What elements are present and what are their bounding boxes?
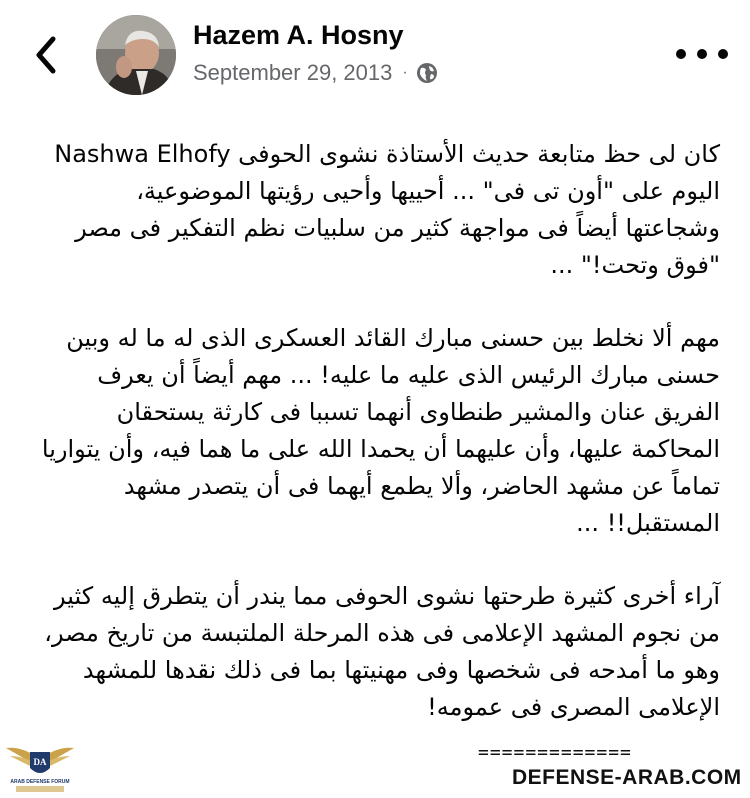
svg-text:ARAB DEFENSE FORUM: ARAB DEFENSE FORUM [10, 779, 70, 785]
post-paragraph: مهم ألا نخلط بين حسنى مبارك القائد العسكرى الذى له ما له وبين حسنى مبارك الرئيس الذى عليه ما عليه! ... مهم أيضاً أن يعرف الفريق عنان والمشير طنطاوى أنهما تسببا فى كارثة يستحقان المحاكمة عليها، وأن عليهما أن يحمدا الله على ما هما فيه، وأن يتواريا تماماً عن مشهد الحاضر، وألا يطمع أيهما فى أن يتصدر مشهد المستقبل!! ... [41, 324, 720, 537]
post-text [40, 136, 720, 762]
more-horizontal-icon [676, 49, 686, 59]
more-options-button[interactable] [676, 40, 728, 68]
meta-separator: · [402, 64, 408, 81]
post-paragraph: كان لى حظ متابعة حديث الأستاذة نشوى الحوفى Nashwa Elhofy اليوم على "أون تى فى" ... أحييها وأحيى رؤيتها الموضوعية، وشجاعتها أيضاً فى مواجهة كثير من سلبيات نظم التفكير فى مصر "فوق وتحت!" ... [54, 140, 720, 279]
post-meta [193, 58, 438, 88]
defense-forum-logo [4, 738, 76, 796]
watermark-divider: ============= [478, 742, 632, 763]
back-button[interactable] [24, 30, 68, 80]
avatar[interactable] [96, 15, 176, 95]
post-header [0, 0, 750, 110]
svg-text:DA: DA [33, 757, 47, 767]
author-name[interactable]: Hazem A. Hosny [193, 20, 404, 50]
globe-icon [416, 62, 438, 84]
watermark-site: DEFENSE-ARAB.COM [512, 766, 742, 789]
post-date[interactable]: September 29, 2013 [193, 60, 393, 85]
post-paragraph: آراء أخرى كثيرة طرحتها نشوى الحوفى مما يندر أن يتطرق إليه كثير من نجوم المشهد الإعلامى فى هذه المرحلة الملتبسة من تاريخ مصر، وهو ما أمدحه فى شخصها وفى مهنيتها بما فى ذلك نقدها للمشهد الإعلامى المصرى فى عمومه! [44, 582, 720, 721]
chevron-left-icon [33, 35, 59, 75]
